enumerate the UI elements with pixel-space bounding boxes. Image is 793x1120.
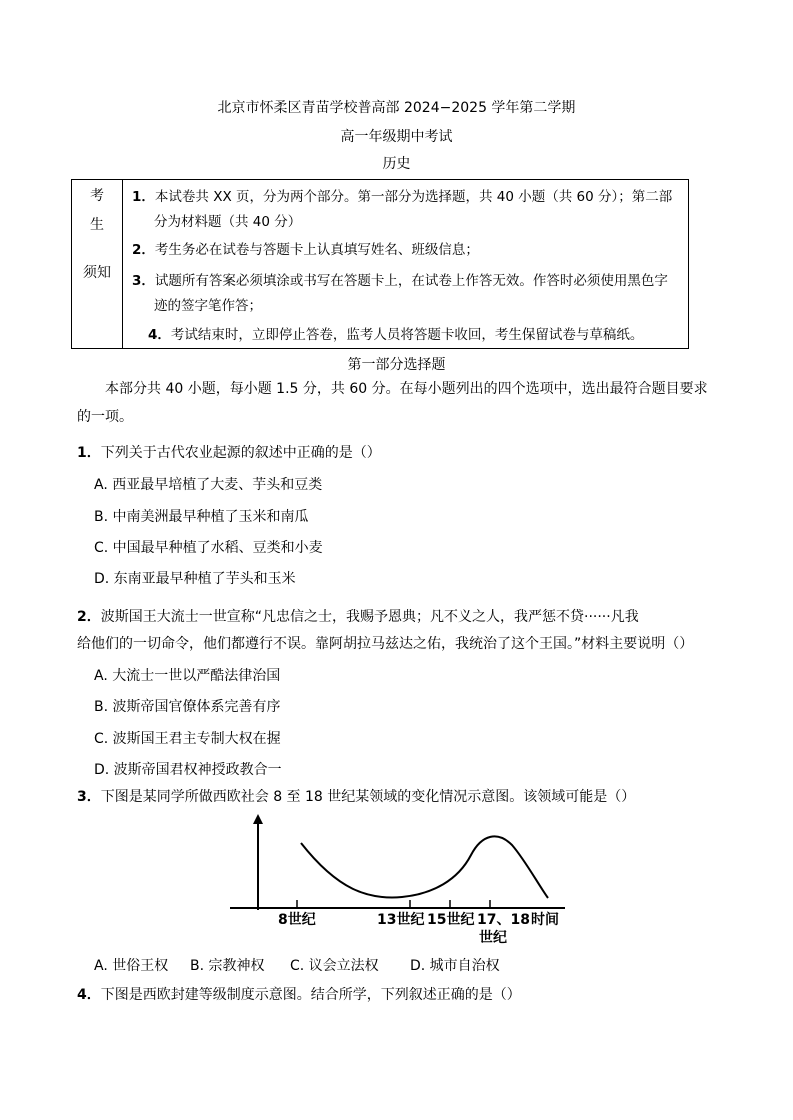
question-3-figure: [220, 812, 570, 952]
question-3-option-c[interactable]: C. 议会立法权: [290, 958, 379, 974]
question-2-option-a[interactable]: A. 大流士一世以严酷法律治国: [94, 668, 281, 684]
question-1-option-a[interactable]: A. 西亚最早培植了大麦、芋头和豆类: [94, 477, 323, 493]
question-4-stem: 4．下图是西欧封建等级制度示意图。结合所学，下列叙述正确的是（）: [77, 987, 521, 1003]
figure-y-arrow: [253, 814, 263, 824]
question-1-option-d[interactable]: D. 东南亚最早种植了芋头和玉米: [94, 571, 296, 587]
question-3-option-a[interactable]: A. 世俗王权: [94, 958, 169, 974]
tick-label-15: 15世纪: [427, 912, 475, 928]
notice-item-3-cont: 迹的签字笔作答；: [154, 298, 262, 314]
part1-title: 第一部分选择题: [347, 357, 446, 373]
question-3-option-b[interactable]: B. 宗教神权: [190, 958, 265, 974]
tick-label-13: 13世纪: [377, 912, 425, 928]
part1-intro-line1: 本部分共 40 小题，每小题 1.5 分，共 60 分。在每小题列出的四个选项中，选出最符合题目要求: [105, 381, 708, 397]
question-1-stem: 1．下列关于古代农业起源的叙述中正确的是（）: [77, 445, 381, 461]
notice-item-1-cont: 分为材料题（共 40 分）: [154, 214, 302, 230]
tick-label-17: 17、18: [477, 912, 530, 928]
question-3-option-d[interactable]: D. 城市自治权: [410, 958, 500, 974]
notice-label-3: 须知: [83, 265, 111, 281]
notice-divider: [122, 180, 123, 348]
question-2-option-c[interactable]: C. 波斯国王君主专制大权在握: [94, 731, 281, 747]
tick-label-17-cont: 世纪: [479, 930, 507, 946]
notice-label-2: 生: [90, 217, 104, 233]
exam-notice-box: [71, 179, 689, 349]
part1-intro-line2: 的一项。: [77, 409, 133, 425]
notice-item-2: 2．考生务必在试卷与答题卡上认真填写姓名、班级信息；: [132, 242, 479, 258]
notice-label-1: 考: [90, 188, 104, 204]
tick-label-8: 8世纪: [278, 912, 316, 928]
question-2-stem-cont: 给他们的一切命令，他们都遵行不误。靠阿胡拉马兹达之佑，我统治了这个王国。”材料主要说明（）: [77, 636, 694, 652]
exam-title: 高一年级期中考试: [340, 129, 453, 145]
question-2-option-b[interactable]: B. 波斯帝国官僚体系完善有序: [94, 699, 281, 715]
school-title: 北京市怀柔区青苗学校普高部 2024−2025 学年第二学期: [217, 100, 576, 116]
figure-curve: [301, 836, 548, 898]
subject-title: 历史: [382, 156, 411, 172]
notice-item-3: 3．试题所有答案必须填涂或书写在答题卡上，在试卷上作答无效。作答时必须使用黑色字: [132, 273, 668, 289]
question-1-option-c[interactable]: C. 中国最早种植了水稻、豆类和小麦: [94, 540, 323, 556]
notice-item-4: 4．考试结束时，立即停止答卷，监考人员将答题卡收回，考生保留试卷与草稿纸。: [148, 327, 644, 343]
question-1-option-b[interactable]: B. 中南美洲最早种植了玉米和南瓜: [94, 509, 309, 525]
question-3-stem: 3．下图是某同学所做西欧社会 8 至 18 世纪某领域的变化情况示意图。该领域可能是（）: [77, 789, 636, 805]
question-2-stem: 2．波斯国王大流士一世宣称“凡忠信之士，我赐予恩典；凡不义之人，我严惩不贷······凡我: [77, 609, 639, 625]
notice-item-1: 1．本试卷共 XX 页，分为两个部分。第一部分为选择题，共 40 小题（共 60 分）；第二部: [132, 189, 673, 205]
tick-label-time: 时间: [531, 912, 559, 928]
question-2-option-d[interactable]: D. 波斯帝国君权神授政教合一: [94, 762, 282, 778]
